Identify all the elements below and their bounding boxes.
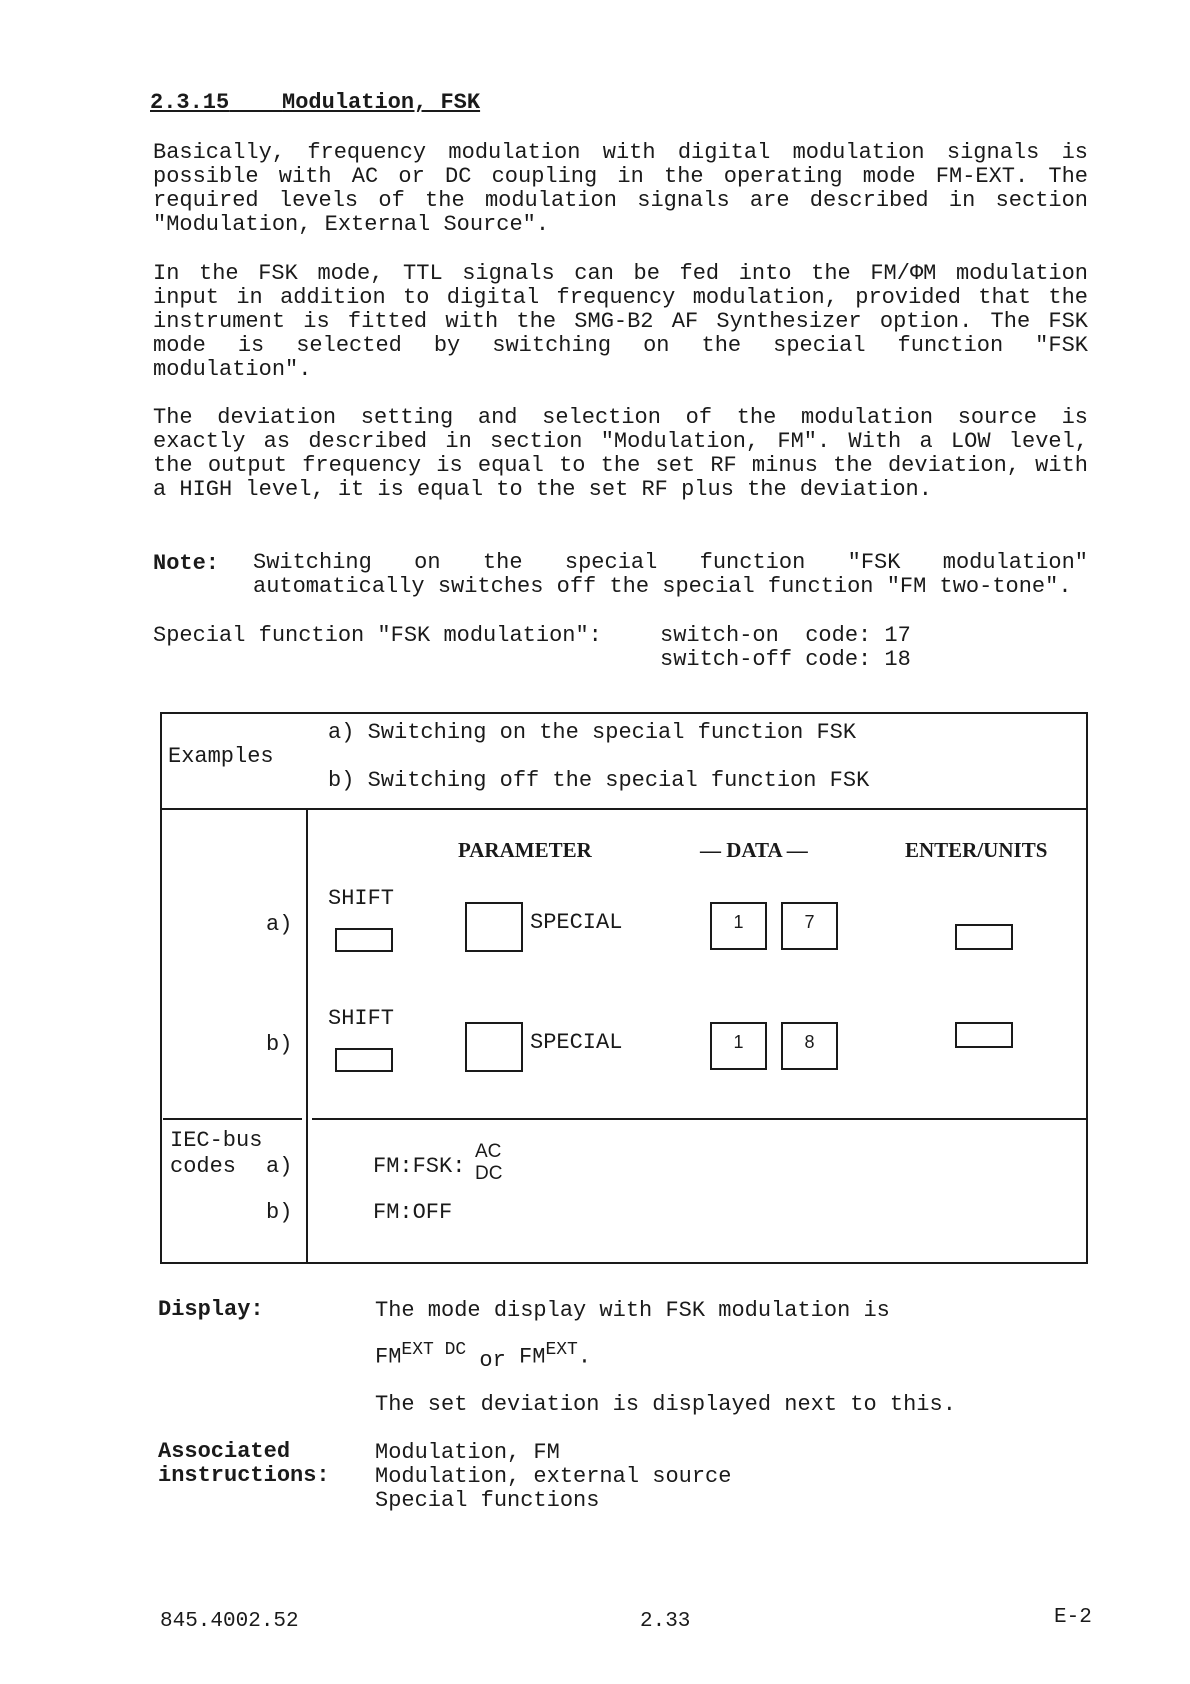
table-border-top (160, 712, 1088, 714)
row-b-digit2: 8 (804, 1032, 815, 1052)
row-b-special-key (465, 1022, 523, 1072)
row-b-special-label: SPECIAL (530, 1030, 623, 1055)
display-fm1-sup: EXT DC (401, 1340, 467, 1360)
table-border-left (160, 712, 162, 1264)
associated-label-line2: instructions: (158, 1463, 330, 1488)
row-b-shift-label: SHIFT (328, 1006, 395, 1031)
associated-item: Special functions (375, 1488, 600, 1513)
table-divider-2-right (312, 1118, 1086, 1120)
display-or: or (479, 1348, 506, 1374)
footer-doc-number: 845.4002.52 (160, 1610, 299, 1633)
iec-a-label: a) (266, 1154, 293, 1179)
iec-a-code: FM:FSK: (373, 1154, 466, 1179)
row-a-enter-key (955, 924, 1013, 950)
iec-b-code: FM:OFF (373, 1200, 453, 1225)
row-a-shift-key (335, 928, 393, 952)
paragraph-2: In the FSK mode, TTL signals can be fed into the FM/ΦM modulation input in addition to digital frequency modulation, provided that the instrument is fitted with the SMG-B2 AF Synthesizer option. The FSK mode is selected by switching on the special function "FSK modulation". (153, 261, 1088, 382)
iec-a-dc: DC (475, 1163, 503, 1184)
associated-item: Modulation, FM (375, 1440, 560, 1465)
associated-item: Modulation, external source (375, 1464, 732, 1489)
table-border-bottom (160, 1262, 1088, 1264)
display-line-2 (375, 1340, 592, 1374)
header-parameter: PARAMETER (458, 838, 592, 862)
row-b-label: b) (266, 1032, 293, 1057)
row-a-special-label: SPECIAL (530, 910, 623, 935)
table-column-divider (306, 810, 308, 1262)
iec-b-label: b) (266, 1200, 293, 1225)
row-a-digit2: 7 (804, 912, 815, 932)
switch-on-code: switch-on code: 17 (660, 623, 911, 648)
row-b-shift-key (335, 1048, 393, 1072)
display-fm2: FM (519, 1344, 546, 1370)
paragraph-1: Basically, frequency modulation with digital modulation signals is possible with AC or DC coupling in the operating mode FM-EXT. The required levels of the modulation signals are described in section "Modulation, External Source". (153, 140, 1088, 237)
table-border-right (1086, 712, 1088, 1264)
iec-label-line2: codes (170, 1154, 237, 1179)
row-b-enter-key (955, 1022, 1013, 1048)
display-line-3: The set deviation is displayed next to this. (375, 1392, 956, 1417)
table-divider-1 (160, 808, 1088, 810)
associated-label-line1: Associated (158, 1439, 291, 1464)
footer-page-number: 2.33 (640, 1610, 691, 1633)
section-number: 2.3.15 (150, 90, 230, 115)
display-fm2-sup: EXT (545, 1340, 578, 1360)
display-period: . (577, 1344, 592, 1370)
display-label: Display: (158, 1297, 264, 1322)
associated-label (158, 1440, 330, 1488)
example-a: a) Switching on the special function FSK (328, 720, 857, 745)
row-a-label: a) (266, 912, 293, 937)
row-b-digit1: 1 (733, 1032, 744, 1052)
paragraph-3: The deviation setting and selection of the modulation source is exactly as described in section "Modulation, FM". With a LOW level, the output frequency is equal to the set RF minus the deviation, with a HIGH level, it is equal to the set RF plus the deviation. (153, 405, 1088, 502)
header-data: — DATA — (700, 838, 808, 862)
note-label: Note: (153, 551, 220, 576)
section-title: Modulation, FSK (282, 90, 481, 115)
row-a-digit1: 1 (733, 912, 744, 932)
special-function-label: Special function "FSK modulation": (153, 623, 602, 648)
row-a-special-key (465, 902, 523, 952)
iec-label-line1: IEC-bus (170, 1128, 263, 1153)
row-a-shift-label: SHIFT (328, 886, 395, 911)
examples-label: Examples (168, 744, 274, 769)
note-text: Switching on the special function "FSK modulation" automatically switches off the special function "FM two-tone". (253, 550, 1088, 599)
example-b: b) Switching off the special function FSK (328, 768, 870, 793)
iec-a-ac: AC (475, 1141, 502, 1162)
switch-off-code: switch-off code: 18 (660, 647, 911, 672)
display-fm1: FM (375, 1344, 402, 1370)
display-line-1: The mode display with FSK modulation is (375, 1298, 890, 1323)
footer-edition: E-2 (1054, 1606, 1092, 1629)
table-divider-2-left (163, 1118, 302, 1120)
header-enter-units: ENTER/UNITS (905, 838, 1048, 862)
section-heading (150, 90, 480, 115)
